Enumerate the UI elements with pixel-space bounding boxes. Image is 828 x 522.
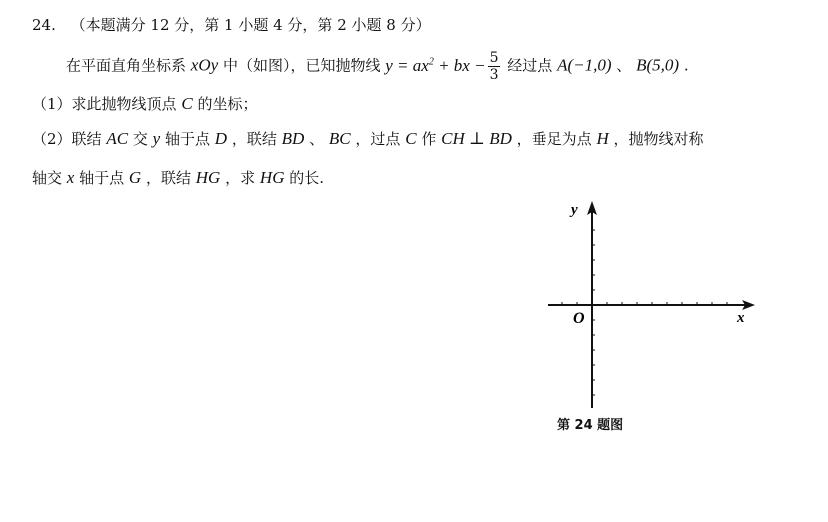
question-1 bbox=[32, 93, 257, 114]
q2-text: 轴于点 bbox=[79, 169, 125, 187]
q2-hg: HG bbox=[259, 168, 285, 187]
q2-text: ，垂足为点 bbox=[516, 130, 592, 148]
q2-ch-perp-bd: CH ⊥ BD bbox=[441, 129, 512, 148]
q2-text: ，联结 bbox=[231, 130, 277, 148]
point-b: B(5,0) bbox=[636, 55, 680, 75]
q2-text: ，联结 bbox=[145, 169, 191, 187]
q2-d: D bbox=[214, 129, 228, 148]
stem-text: 中（如图），已知抛物线 bbox=[222, 56, 381, 75]
equation-lhs: y = ax bbox=[385, 55, 429, 75]
q2-bc: BC bbox=[328, 129, 351, 148]
q2-text: 作 bbox=[421, 130, 437, 148]
q2-bd: BD bbox=[281, 129, 305, 148]
q2-text: ，抛物线对称 bbox=[613, 130, 704, 148]
period: . bbox=[683, 56, 689, 75]
x-axis-label: x bbox=[737, 310, 745, 326]
question-2-continued bbox=[32, 167, 324, 188]
origin-label: O bbox=[573, 310, 585, 327]
q2-g: G bbox=[128, 168, 142, 187]
problem-stem bbox=[66, 50, 689, 83]
stem-text: 在平面直角坐标系 bbox=[66, 56, 187, 75]
points-note: （本题满分 12 分，第 1 小题 4 分，第 2 小题 8 分） bbox=[70, 16, 431, 34]
fraction bbox=[488, 50, 501, 83]
figure-caption: 第 24 题图 bbox=[557, 418, 624, 433]
q2-text: ，求 bbox=[225, 169, 256, 187]
q1-text: （1）求此抛物线顶点 bbox=[32, 95, 177, 113]
question-2 bbox=[32, 128, 704, 149]
q2-text: 的长. bbox=[289, 169, 325, 187]
q2-c: C bbox=[405, 129, 417, 148]
equation-exponent: 2 bbox=[428, 56, 434, 67]
q2-text: 轴于点 bbox=[164, 130, 210, 148]
fraction-denominator: 3 bbox=[489, 67, 499, 84]
equation bbox=[385, 56, 485, 75]
fraction-numerator: 5 bbox=[489, 50, 499, 67]
q2-text: 轴交 bbox=[32, 169, 63, 187]
coordinate-figure bbox=[545, 198, 765, 438]
q2-text: 交 bbox=[132, 130, 148, 148]
q2-text: （2）联结 bbox=[32, 130, 102, 148]
q2-h: H bbox=[596, 129, 609, 148]
q2-text: ，过点 bbox=[355, 130, 401, 148]
y-axis-label: y bbox=[571, 202, 578, 218]
q2-text: 、 bbox=[309, 130, 325, 148]
stem-text: 经过点 bbox=[507, 56, 553, 75]
separator: 、 bbox=[616, 56, 632, 75]
q2-ac: AC bbox=[106, 129, 129, 148]
problem-number: 24. bbox=[32, 16, 56, 34]
problem-header bbox=[32, 14, 431, 35]
q1-text: 的坐标； bbox=[197, 95, 258, 113]
coord-system-name: xOy bbox=[190, 55, 219, 75]
q2-x: x bbox=[66, 168, 75, 187]
q2-y: y bbox=[152, 129, 161, 148]
q1-point-c: C bbox=[181, 94, 193, 113]
q2-hg: HG bbox=[195, 168, 221, 187]
point-a: A(−1,0) bbox=[557, 55, 612, 75]
equation-mid: + bx − bbox=[433, 55, 486, 75]
